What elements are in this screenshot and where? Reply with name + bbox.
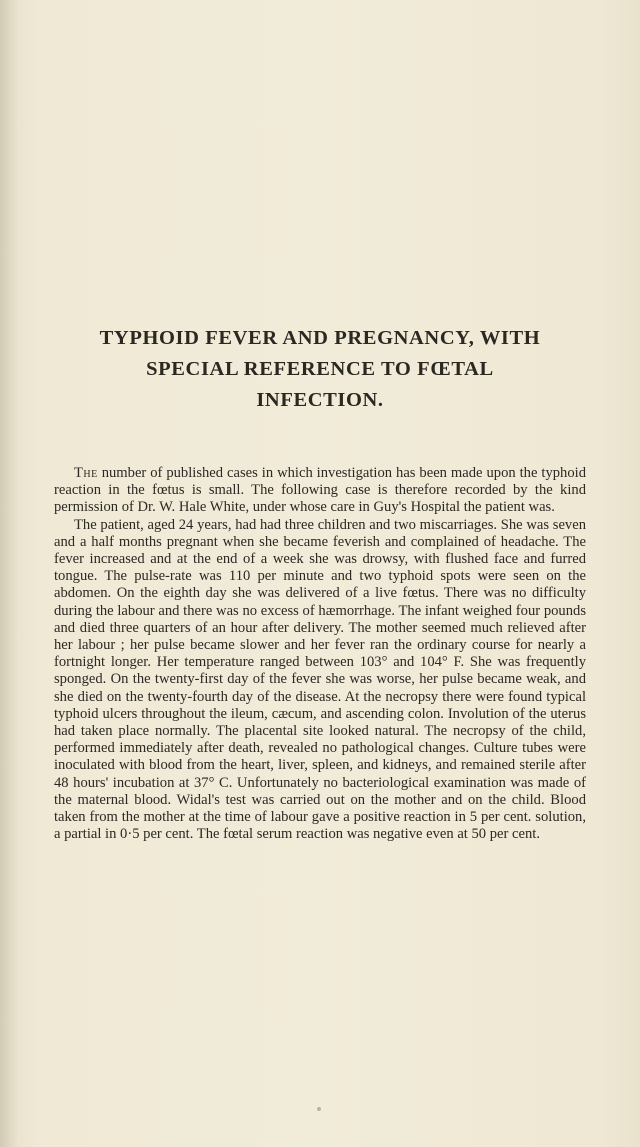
paragraph-1: [54, 465, 586, 517]
paragraph-2-text: The patient, aged 24 years, had had three children and two miscarriages. She was seven and a half months pregnant when she became feverish and complained of headache. The fever increased and at the end of a week she was drowsy, with flushed face and furred tongue. The pulse-rate was 110 per minute and two typhoid spots were seen on the abdomen. On the eighth day she was delivered of a live fœtus. There was no difficulty during the labour and there was no excess of hæmorrhage. The infant weighed four pounds and died three quarters of an hour after delivery. The mother seemed much relieved after her labour ; her pulse became slower and her fever ran the ordinary course for nearly a fortnight longer. Her temperature ranged between 103° and 104° F. She was frequently sponged. On the twenty-first day of the fever she was worse, her pulse became weak, and she died on the twenty-fourth day of the disease. At the necropsy there were found typical typhoid ulcers throughout the ileum, cæcum, and ascending colon. Involution of the uterus had taken place normally. The placental site looked natural. The necropsy of the child, performed immediately after death, revealed no pathological changes. Culture tubes were inoculated with blood from the heart, liver, spleen, and kidneys, and remained sterile after 48 hours' incubation at 37° C. Unfortunately no bacteriological examination was made of the maternal blood. Widal's test was carried out on the mother and on the child. Blood taken from the mother at the time of labour gave a positive reaction in 5 per cent. solution, a partial in 0·5 per cent. The fœtal serum reaction was negative even at 50 per cent.: [54, 516, 586, 843]
paragraph-1-text: number of published cases in which investigation has been made upon the typhoid reaction in the fœtus is small. The following case is therefore recorded by the kind permission of Dr. W. Hale White, under whose care in Guy's Hospital the patient was.: [54, 465, 586, 516]
title-line-2: SPECIAL REFERENCE TO FŒTAL: [146, 357, 494, 380]
paragraph-2: [54, 517, 586, 844]
paragraph-lead-word: The: [74, 465, 98, 481]
article-body: [54, 465, 586, 843]
title-line-3: INFECTION.: [256, 388, 384, 411]
title-line-1: TYPHOID FEVER AND PREGNANCY, WITH: [99, 326, 541, 349]
article-title: [0, 323, 640, 416]
paper-speck: [317, 1107, 321, 1111]
